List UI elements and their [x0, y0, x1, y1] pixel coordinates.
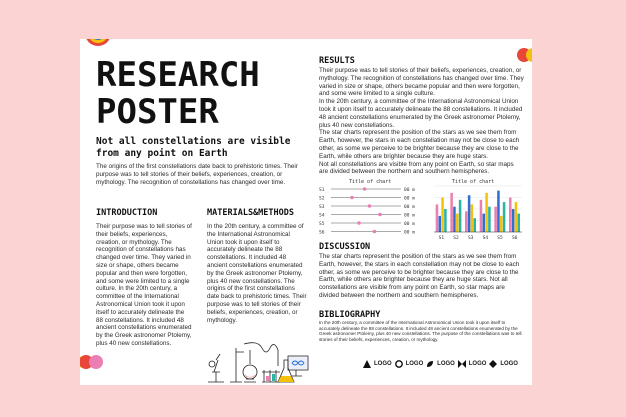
bowtie-mark-icon [458, 360, 466, 368]
bibliography-section [319, 320, 524, 342]
logo-label: LOGO [374, 361, 392, 367]
value-label: 00 m [404, 221, 415, 227]
data-point [373, 230, 377, 234]
logo-item [489, 360, 518, 368]
x-tick-label: S4 [482, 236, 489, 241]
logo-row [363, 358, 518, 370]
logo-label: LOGO [468, 361, 487, 367]
dot-plot-chart [319, 176, 424, 244]
bar [453, 207, 456, 232]
y-tick-label: S4 [319, 213, 325, 219]
results-para-1: Their purpose was to tell stories of their beliefs, experiences, creation, or mythology. The recognition of constellations has changed over time. They varied in size or shape, others became popular and then were forgotten, and some were limited to a single culture. [319, 67, 524, 98]
discussion-text: The star charts represent the position of the stars as we see them from Earth, however, the stars in each constellation may not be close to each other, as some we perceive to be brighter because they are close to the Earth, while others are brighter because they are huge stars. Not all constellations are visible from any point on Earth, so star maps are divided between the northern and southern hemispheres. [319, 253, 520, 299]
bar [468, 195, 471, 232]
value-label: 00 m [404, 187, 415, 193]
colored-dots-top-decoration-icon [516, 47, 532, 63]
bar [444, 209, 447, 232]
data-point [378, 213, 382, 217]
results-heading: RESULTS [319, 56, 355, 66]
bar [480, 200, 483, 232]
logo-item [363, 360, 392, 368]
results-para-2: In the 20th century, a committee of the International Astronomical Union took it upon itself to accurately delineate the 88 constellations. It included 48 ancient constellations enumerated by the Greek astronomer Ptolemy, plus 40 new constellations. [319, 98, 523, 129]
chart-title: Title of chart [452, 179, 495, 185]
materials-heading: MATERIALS&METHODS [207, 208, 294, 218]
bar [485, 193, 488, 232]
bar [497, 191, 500, 232]
y-tick-label: S3 [319, 204, 325, 210]
bibliography-text: In the 20th century, a committee of the International Astronomical Union took it upon itself to accurately delineate the 88 constellations. It included 48 ancient constellations enumerated by the Greek astronomer Ptolemy, plus 40 new constellations. The purpose of the constellations was to tell stories of their beliefs, experiences, creation, or mythology. [319, 320, 522, 342]
discussion-heading: DISCUSSION [319, 242, 371, 252]
bar [473, 218, 476, 232]
bibliography-heading: BIBLIOGRAPHY [319, 310, 381, 320]
x-tick-label: S2 [453, 236, 459, 241]
logo-item [395, 360, 424, 368]
bar [512, 209, 515, 232]
introduction-text: Their purpose was to tell stories of their beliefs, experiences, creation, or mythology. The recognition of constellations has changed over time. They varied in size or shape, others became popular and then were forgotten, and some were limited to a single culture. In the 20th century, a committee of the International Astronomical Union took it upon itself to accurately delineate the 88 constellations. It included 48 ancient constellations enumerated by the Greek astronomer Ptolemy, plus 40 new constellations. [96, 223, 192, 347]
bar [471, 204, 474, 232]
bar [509, 198, 512, 233]
bar [459, 200, 462, 232]
research-poster [80, 39, 532, 385]
logo-item [458, 360, 487, 368]
x-tick-label: S5 [497, 236, 503, 241]
bar [456, 214, 459, 232]
bar [465, 211, 468, 232]
results-section [319, 67, 524, 176]
bar [450, 193, 453, 232]
y-tick-label: S2 [319, 196, 325, 202]
chart-title: Title of chart [349, 179, 392, 185]
bar [500, 216, 503, 232]
intro-paragraph: The origins of the first constellations date back to prehistoric times. Their purpose was to tell stories of their beliefs, experiences, creation, or mythology. The recognition of constellations has changed over time. [96, 163, 298, 186]
poster-subtitle: Not all constellations are visible from any point on Earth [96, 136, 291, 159]
bar [441, 198, 444, 233]
circle-mark-icon [395, 360, 403, 368]
value-label: 00 m [404, 204, 415, 210]
bar-chart [430, 176, 526, 244]
y-tick-label: S6 [319, 230, 325, 236]
poster-title: RESEARCH POSTER [96, 55, 260, 132]
results-para-3: The star charts represent the position of the stars as we see them from Earth, however, the stars in each constellation may not be close to each other, as some we perceive to be brighter because they are close to the Earth, while others are brighter because they are huge stars. [319, 129, 520, 160]
x-tick-label: S6 [511, 236, 518, 241]
data-point [357, 221, 361, 225]
colored-dots-bottom-decoration-icon [80, 354, 108, 370]
lab-equipment-illustration-icon [200, 342, 310, 385]
x-tick-label: S3 [467, 236, 474, 241]
bar [439, 216, 442, 232]
materials-text: In the 20th century, a committee of the International Astronomical Union took it upon itself to accurately delineate the 88 constellations. It included 48 ancient constellations enumerated by the Greek astronomer Ptolemy, plus 40 new constellations. The origins of the first constellations date back to prehistoric times. Their purpose was to tell stories of their beliefs, experiences, creation, or mythology. [207, 223, 307, 324]
y-tick-label: S1 [319, 187, 325, 193]
bar [488, 207, 491, 232]
x-tick-label: S1 [438, 236, 445, 241]
leaf-mark-icon [426, 360, 434, 368]
y-tick-label: S5 [319, 221, 325, 227]
bar [503, 202, 506, 232]
bar [483, 214, 486, 232]
bar [517, 214, 520, 232]
value-label: 00 m [404, 196, 415, 202]
data-point [350, 196, 354, 200]
value-label: 00 m [404, 213, 415, 219]
logo-label: LOGO [405, 361, 424, 367]
logo-label: LOGO [437, 361, 455, 367]
diamond-mark-icon [489, 360, 497, 368]
data-point [368, 204, 372, 208]
bar [494, 207, 497, 232]
triangle-mark-icon [363, 360, 371, 368]
data-point [363, 187, 367, 191]
introduction-heading: INTRODUCTION [96, 208, 158, 218]
logo-label: LOGO [500, 361, 518, 367]
value-label: 00 m [404, 230, 415, 236]
logo-item [426, 360, 455, 368]
results-para-4: Not all constellations are visible from any point on Earth, so star maps are divided between the northern and southern hemispheres. [319, 160, 514, 176]
bar [436, 204, 439, 232]
bar [515, 202, 518, 232]
rainbow-decoration-icon [83, 39, 113, 49]
